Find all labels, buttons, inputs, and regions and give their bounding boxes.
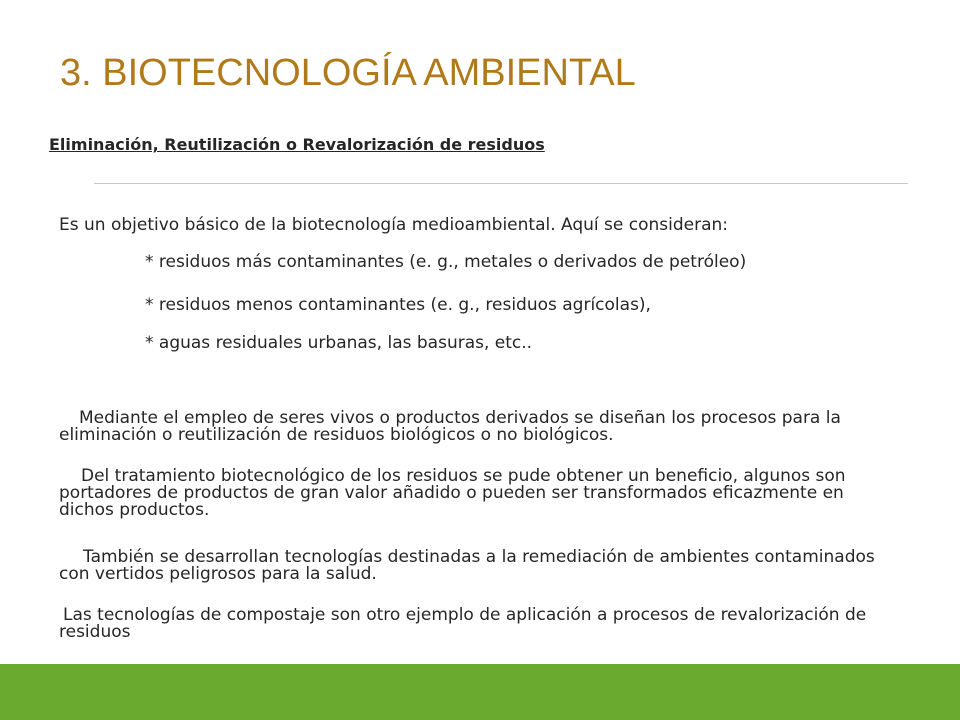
bullet-item: * residuos más contaminantes (e. g., metales o derivados de petróleo) xyxy=(145,252,747,272)
footer-bar xyxy=(0,664,960,720)
bullet-item: * aguas residuales urbanas, las basuras, etc.. xyxy=(145,333,533,353)
bullet-item: * residuos menos contaminantes (e. g., residuos agrícolas), xyxy=(145,295,651,315)
slide-title: 3. BIOTECNOLOGÍA AMBIENTAL xyxy=(60,52,636,94)
paragraph: Del tratamiento biotecnológico de los residuos se pude obtener un beneficio, algunos son portadores de productos de gran valor añadido o pueden ser transformados eficazmente en dichos productos. xyxy=(59,466,846,520)
intro-text: Es un objetivo básico de la biotecnología medioambiental. Aquí se consideran: xyxy=(59,215,729,235)
paragraph: Mediante el empleo de seres vivos o productos derivados se diseñan los procesos para la eliminación o reutilización de residuos biológicos o no biológicos. xyxy=(59,408,841,445)
slide-subtitle: Eliminación, Reutilización o Revalorización de residuos xyxy=(49,135,545,154)
divider-line xyxy=(94,183,908,184)
paragraph: Las tecnologías de compostaje son otro ejemplo de aplicación a procesos de revalorización de residuos xyxy=(59,605,867,642)
paragraph: También se desarrollan tecnologías destinadas a la remediación de ambientes contaminados con vertidos peligrosos para la salud. xyxy=(59,547,875,584)
